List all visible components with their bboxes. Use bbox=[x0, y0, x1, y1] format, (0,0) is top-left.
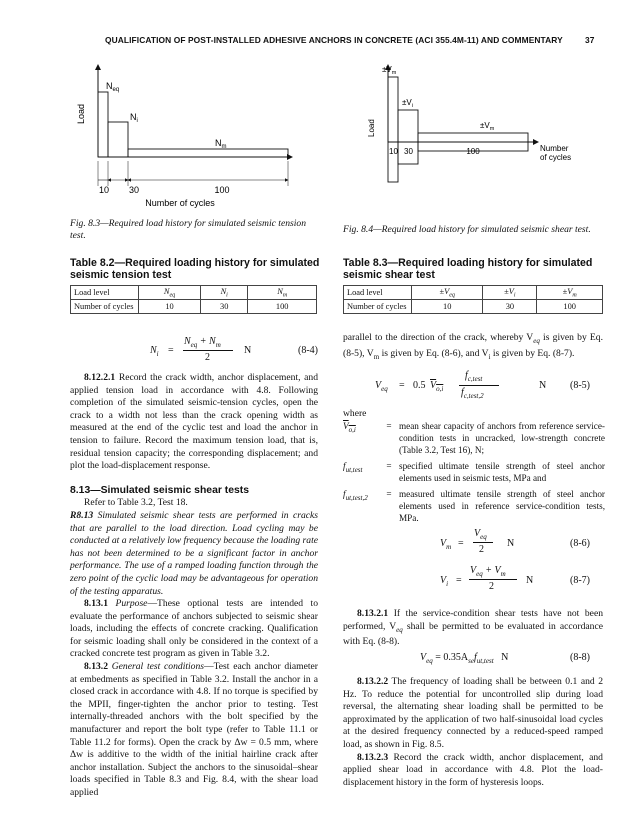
definition-row: $V_{o,i}$ = mean shear capacity of anchors from reference service-condition tests in uncracked, low-strength concrete (Table 3.2, Test 16), N; bbox=[343, 421, 605, 455]
eq-8-6-number: (8-6) bbox=[570, 538, 590, 549]
table-row: Number of cycles 10 30 100 bbox=[344, 300, 603, 314]
table-8-3-title: Table 8.3—Required loading history for simulated seismic shear test bbox=[343, 257, 593, 281]
eq-8-5-number: (8-5) bbox=[570, 380, 590, 391]
commentary-r8-13: R8.13 Simulated seismic shear tests are performed in cracks that are parallel to the load direction. Load cycling may be conducted at a relatively low frequency because the loading rate has not been determined to be a significant factor in anchor performance. The use of a ramped loading function through the zero point of the cyclic load may be advantageous for operation of the testing apparatus. bbox=[70, 509, 318, 597]
equation-8-5: $V_{eq}$ = 0.5 $V_{o,i}$ $f_{c,test}$ $f_{c,test,2}$ N bbox=[375, 370, 547, 400]
label-neq: $N_{eq}$ bbox=[106, 81, 120, 93]
bar-vi-pos bbox=[398, 110, 418, 142]
section-8-13-heading: 8.13—Simulated seismic shear tests bbox=[70, 484, 250, 496]
fig-8-4-caption: Fig. 8.4—Required load history for simulated seismic shear test. bbox=[343, 224, 591, 235]
para-8-13-2-1: 8.13.2.1 If the service-condition shear tests have not been performed, $V_{eq}$ shall be permitted to be evaluated in accordance with Eq. (8-8). bbox=[343, 608, 603, 648]
definition-row: $f_{ut,test}$ = specified ultimate tensile strength of steel anchor elements used in seismic tests, MPa and bbox=[343, 461, 605, 483]
right-intro: parallel to the direction of the crack, whereby $V_{eq}$ is given by Eq. (8-5), $V_m$ is given by Eq. (8-6), and $V_i$ is given by Eq. (8-7). bbox=[343, 332, 603, 361]
para-8-12-2-1: 8.12.2.1 Record the crack width, anchor displacement, and applied tension load in accordance with 4.8. Following completion of the simulated seismic-tension cycles, open the crack to a width not less than the crack opening width as measured at the end of the cyclic test and load the anchor in tension to failure. Record the maximum tension load, that is, residual tension capacity; the corresponding displacement; and plot the load-displacement response. bbox=[70, 372, 318, 472]
equation-8-8: $V_{eq} = 0.35A_{se}f_{ut,test}$ N bbox=[420, 652, 509, 665]
y-axis-label: Load bbox=[76, 103, 86, 124]
label-vm: $\pm V_m$ bbox=[480, 121, 495, 132]
figure-8-3 bbox=[70, 62, 295, 212]
tick-label-30: 30 bbox=[128, 185, 140, 195]
fig-8-3-caption: Fig. 8.3—Required load history for simulated seismic tension test. bbox=[70, 218, 307, 241]
tick-label-10: 10 bbox=[389, 147, 398, 156]
equation-8-7: $V_i$ = $V_{eq} + V_m$ 2 N bbox=[440, 565, 534, 592]
table-8-2-title: Table 8.2—Required loading history for simulated seismic tension test bbox=[70, 257, 320, 281]
para-8-13-2-3: 8.13.2.3 Record the crack width, anchor displacement, and applied shear load in accordance with 4.8. Plot the load-displacement history in the form of hysteresis loops. bbox=[343, 751, 603, 788]
table-row: Number of cycles 10 30 100 bbox=[71, 300, 317, 314]
label-nm: $N_m$ bbox=[215, 138, 227, 150]
page-number: 37 bbox=[585, 35, 595, 45]
running-title: QUALIFICATION OF POST-INSTALLED ADHESIVE ANCHORS IN CONCRETE (ACI 355.4M-11) AND COMMENTARY bbox=[105, 35, 563, 45]
label-vi: $\pm V_i$ bbox=[402, 98, 413, 109]
x-axis-label: Number of cycles bbox=[145, 198, 215, 208]
bar-ni bbox=[108, 122, 128, 157]
refer-text: Refer to Table 3.2, Test 18. bbox=[84, 497, 188, 509]
y-axis-label: Load bbox=[367, 119, 376, 137]
tick-label-100: 100 bbox=[466, 147, 480, 156]
tick-label-100: 100 bbox=[214, 185, 230, 195]
eq-8-7-number: (8-7) bbox=[570, 575, 590, 586]
x-axis-label-1: Number bbox=[540, 144, 569, 153]
tick-label-30: 30 bbox=[404, 147, 413, 156]
para-8-13-1: 8.13.1 Purpose—These optional tests are intended to evaluate the performance of anchors subjected to seismic shear loads, including the effects of concrete cracking. Qualification for seismic loading shall only be considered in the context of a cracked concrete test program as given in Table 3.2. bbox=[70, 598, 318, 660]
bar-vm-pos bbox=[418, 133, 528, 142]
equation-8-6: $V_m$ = $V_{eq}$ 2 N bbox=[440, 528, 515, 555]
label-ni: $N_i$ bbox=[130, 112, 138, 124]
bar-veq-pos bbox=[388, 77, 398, 142]
table-8-2 bbox=[70, 285, 317, 314]
table-row: Load level $N_{eq}$ $N_i$ $N_m$ bbox=[71, 286, 317, 300]
bar-nm bbox=[128, 149, 288, 157]
para-8-13-2: 8.13.2 General test conditions—Test each anchor diameter at embedments as specified in Table 3.2. Install the anchor in a closed crack in accordance with 4.8. If no torque is specified by the MPII, finger-tighten the anchor prior to testing. Test internally-threaded anchors with the bolt specified by the manufacturer and report the bolt type (refer to Table 11.1 or Table 11.2 for forms). Open the crack by Δw = 0.5 mm, where Δw is additive to the width of the initial hairline crack after anchor installation. Subject the anchors to the sinusoidal–shear loads specified in Table 8.3 and Fig. 8.4, with the shear load applied bbox=[70, 661, 318, 798]
para-8-13-2-2: 8.13.2.2 The frequency of loading shall be between 0.1 and 2 Hz. To reduce the potential for uncontrolled slip during load reversal, the alternating shear loading shall be permitted to be approximated by the application of two half-sinusoidal load cycles at the desired frequency connected by a reduced-speed ramped load, as shown in Fig. 8.5. bbox=[343, 676, 603, 750]
right-tail bbox=[343, 676, 603, 789]
eq-8-4-number: (8-4) bbox=[298, 345, 318, 356]
definition-row: $f_{ut,test,2}$ = measured ultimate tensile strength of steel anchor elements used in reference service-condition tests, MPa. bbox=[343, 489, 605, 523]
eq-8-8-number: (8-8) bbox=[570, 652, 590, 663]
x-axis-label-2: of cycles bbox=[540, 153, 572, 162]
table-8-3 bbox=[343, 285, 603, 314]
tick-label-10: 10 bbox=[98, 185, 110, 195]
figure-8-4 bbox=[360, 62, 575, 197]
symbol-definitions bbox=[343, 420, 605, 524]
table-row: Load level $\pm V_{eq}$ $\pm V_i$ $\pm V_m$ bbox=[344, 286, 603, 300]
where-label: where bbox=[343, 408, 367, 419]
equation-8-4: $N_i$ = $N_{eq} + N_m$ 2 N bbox=[150, 336, 252, 363]
left-column bbox=[70, 372, 318, 800]
bar-neq bbox=[98, 92, 108, 157]
label-veq: $\pm V_m$ bbox=[382, 65, 397, 76]
